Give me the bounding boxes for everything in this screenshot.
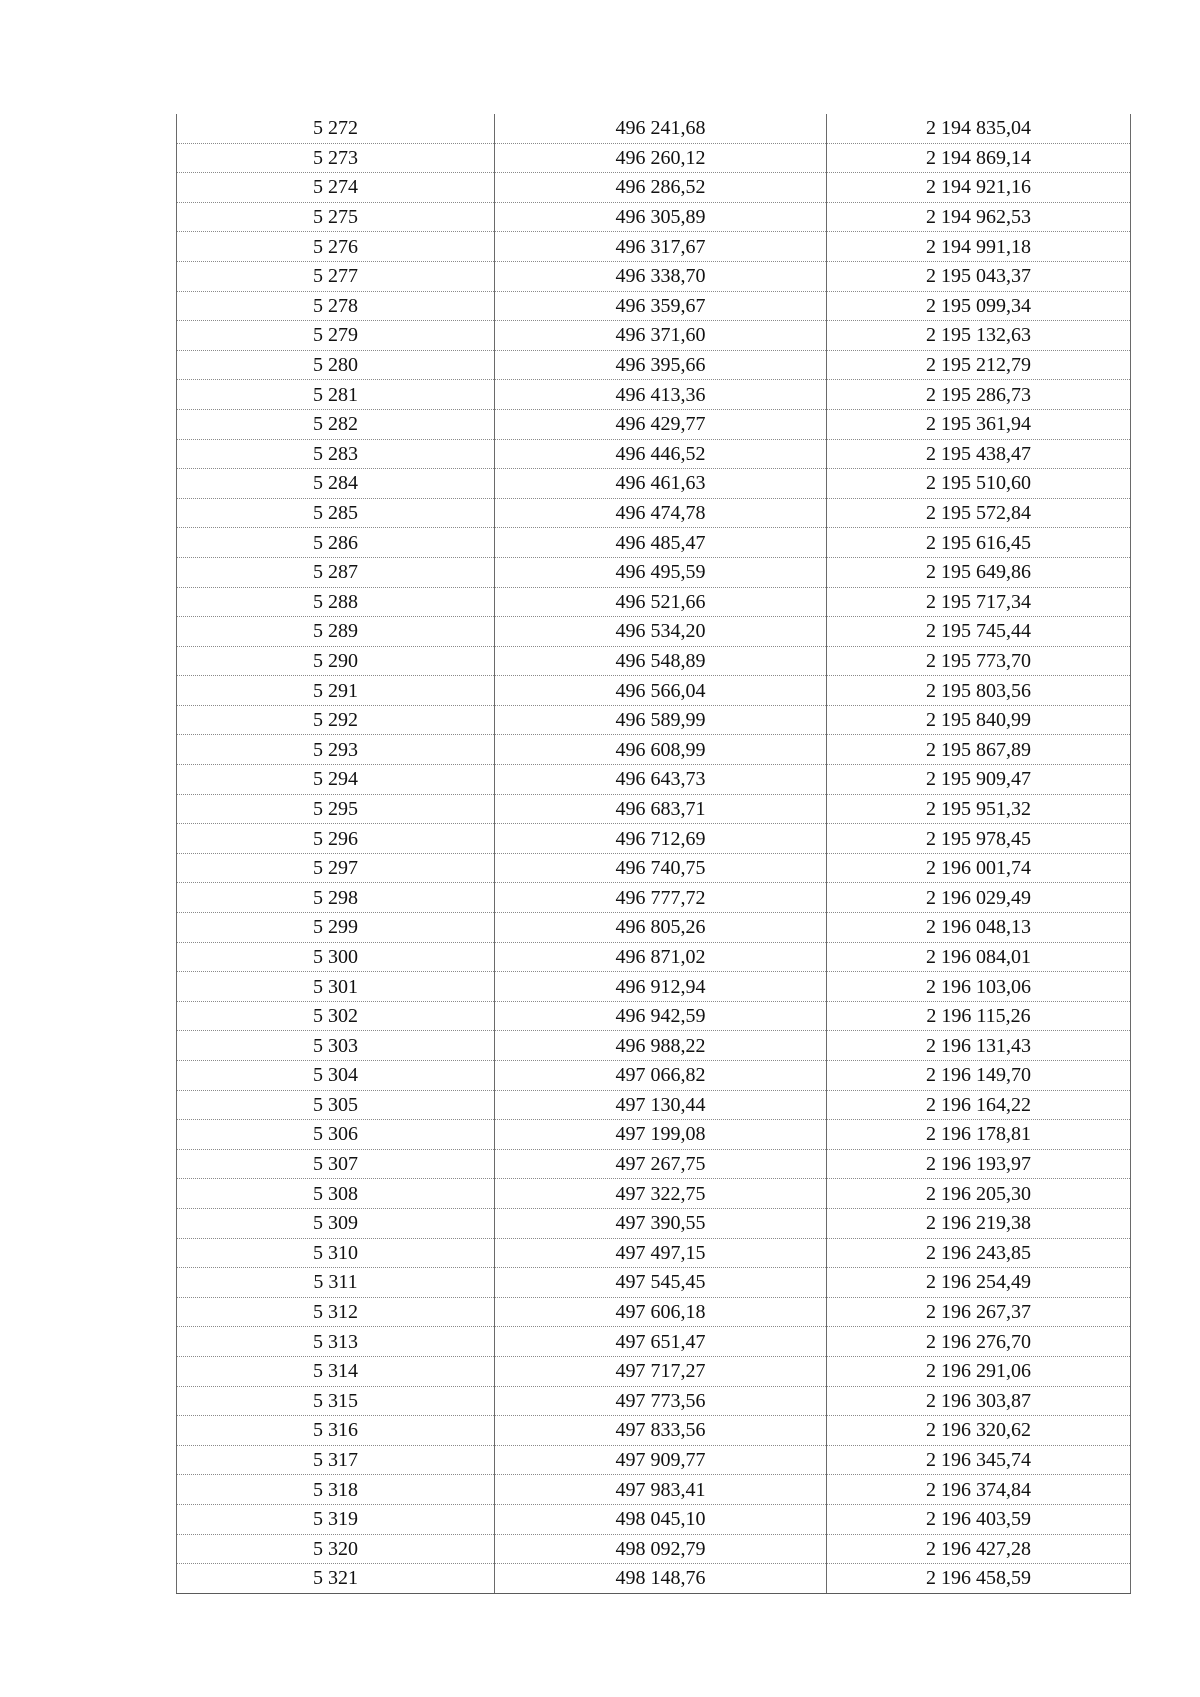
x-coordinate-cell: 496 305,89 bbox=[495, 202, 827, 232]
table-row bbox=[177, 1386, 1131, 1416]
y-coordinate-cell: 2 196 115,26 bbox=[827, 1001, 1131, 1031]
y-coordinate-cell: 2 195 286,73 bbox=[827, 380, 1131, 410]
x-coordinate-cell: 496 988,22 bbox=[495, 1031, 827, 1061]
point-number-cell: 5 286 bbox=[177, 528, 495, 558]
table-row bbox=[177, 409, 1131, 439]
x-coordinate-cell: 497 773,56 bbox=[495, 1386, 827, 1416]
point-number-cell: 5 282 bbox=[177, 409, 495, 439]
y-coordinate-cell: 2 196 243,85 bbox=[827, 1238, 1131, 1268]
y-coordinate-cell: 2 196 164,22 bbox=[827, 1090, 1131, 1120]
y-coordinate-cell: 2 194 962,53 bbox=[827, 202, 1131, 232]
x-coordinate-cell: 496 485,47 bbox=[495, 528, 827, 558]
table-row bbox=[177, 232, 1131, 262]
point-number-cell: 5 314 bbox=[177, 1356, 495, 1386]
x-coordinate-cell: 496 429,77 bbox=[495, 409, 827, 439]
x-coordinate-cell: 496 413,36 bbox=[495, 380, 827, 410]
table-row bbox=[177, 1090, 1131, 1120]
x-coordinate-cell: 496 942,59 bbox=[495, 1001, 827, 1031]
y-coordinate-cell: 2 196 458,59 bbox=[827, 1564, 1131, 1594]
x-coordinate-cell: 497 199,08 bbox=[495, 1120, 827, 1150]
y-coordinate-cell: 2 195 649,86 bbox=[827, 557, 1131, 587]
y-coordinate-cell: 2 196 345,74 bbox=[827, 1445, 1131, 1475]
table-row bbox=[177, 1208, 1131, 1238]
point-number-cell: 5 310 bbox=[177, 1238, 495, 1268]
point-number-cell: 5 284 bbox=[177, 469, 495, 499]
point-number-cell: 5 291 bbox=[177, 676, 495, 706]
x-coordinate-cell: 496 912,94 bbox=[495, 972, 827, 1002]
table-row bbox=[177, 765, 1131, 795]
table-row bbox=[177, 469, 1131, 499]
point-number-cell: 5 275 bbox=[177, 202, 495, 232]
coordinates-table-body bbox=[177, 114, 1131, 1593]
x-coordinate-cell: 496 683,71 bbox=[495, 794, 827, 824]
point-number-cell: 5 292 bbox=[177, 705, 495, 735]
x-coordinate-cell: 498 148,76 bbox=[495, 1564, 827, 1594]
table-row bbox=[177, 380, 1131, 410]
point-number-cell: 5 294 bbox=[177, 765, 495, 795]
point-number-cell: 5 308 bbox=[177, 1179, 495, 1209]
y-coordinate-cell: 2 196 374,84 bbox=[827, 1475, 1131, 1505]
point-number-cell: 5 319 bbox=[177, 1504, 495, 1534]
y-coordinate-cell: 2 196 403,59 bbox=[827, 1504, 1131, 1534]
y-coordinate-cell: 2 195 212,79 bbox=[827, 350, 1131, 380]
y-coordinate-cell: 2 196 276,70 bbox=[827, 1327, 1131, 1357]
point-number-cell: 5 309 bbox=[177, 1208, 495, 1238]
y-coordinate-cell: 2 196 219,38 bbox=[827, 1208, 1131, 1238]
x-coordinate-cell: 496 317,67 bbox=[495, 232, 827, 262]
table-row bbox=[177, 1327, 1131, 1357]
point-number-cell: 5 289 bbox=[177, 617, 495, 647]
table-row bbox=[177, 1504, 1131, 1534]
x-coordinate-cell: 496 446,52 bbox=[495, 439, 827, 469]
point-number-cell: 5 285 bbox=[177, 498, 495, 528]
y-coordinate-cell: 2 195 773,70 bbox=[827, 646, 1131, 676]
x-coordinate-cell: 497 322,75 bbox=[495, 1179, 827, 1209]
table-row bbox=[177, 1149, 1131, 1179]
y-coordinate-cell: 2 196 131,43 bbox=[827, 1031, 1131, 1061]
y-coordinate-cell: 2 195 043,37 bbox=[827, 261, 1131, 291]
table-row bbox=[177, 972, 1131, 1002]
y-coordinate-cell: 2 195 840,99 bbox=[827, 705, 1131, 735]
table-row bbox=[177, 498, 1131, 528]
table-row bbox=[177, 942, 1131, 972]
table-row bbox=[177, 1061, 1131, 1091]
table-row bbox=[177, 617, 1131, 647]
table-row bbox=[177, 705, 1131, 735]
point-number-cell: 5 320 bbox=[177, 1534, 495, 1564]
y-coordinate-cell: 2 195 510,60 bbox=[827, 469, 1131, 499]
point-number-cell: 5 297 bbox=[177, 853, 495, 883]
x-coordinate-cell: 497 267,75 bbox=[495, 1149, 827, 1179]
x-coordinate-cell: 496 712,69 bbox=[495, 824, 827, 854]
y-coordinate-cell: 2 196 103,06 bbox=[827, 972, 1131, 1002]
x-coordinate-cell: 497 497,15 bbox=[495, 1238, 827, 1268]
point-number-cell: 5 274 bbox=[177, 173, 495, 203]
y-coordinate-cell: 2 195 616,45 bbox=[827, 528, 1131, 558]
point-number-cell: 5 312 bbox=[177, 1297, 495, 1327]
y-coordinate-cell: 2 195 438,47 bbox=[827, 439, 1131, 469]
x-coordinate-cell: 496 805,26 bbox=[495, 913, 827, 943]
table-row bbox=[177, 202, 1131, 232]
point-number-cell: 5 313 bbox=[177, 1327, 495, 1357]
point-number-cell: 5 288 bbox=[177, 587, 495, 617]
point-number-cell: 5 299 bbox=[177, 913, 495, 943]
table-row bbox=[177, 1416, 1131, 1446]
table-row bbox=[177, 1475, 1131, 1505]
point-number-cell: 5 278 bbox=[177, 291, 495, 321]
table-row bbox=[177, 913, 1131, 943]
x-coordinate-cell: 496 338,70 bbox=[495, 261, 827, 291]
point-number-cell: 5 296 bbox=[177, 824, 495, 854]
y-coordinate-cell: 2 195 978,45 bbox=[827, 824, 1131, 854]
point-number-cell: 5 279 bbox=[177, 321, 495, 351]
y-coordinate-cell: 2 196 029,49 bbox=[827, 883, 1131, 913]
table-row bbox=[177, 1031, 1131, 1061]
y-coordinate-cell: 2 195 572,84 bbox=[827, 498, 1131, 528]
point-number-cell: 5 283 bbox=[177, 439, 495, 469]
table-row bbox=[177, 528, 1131, 558]
table-row bbox=[177, 173, 1131, 203]
y-coordinate-cell: 2 196 084,01 bbox=[827, 942, 1131, 972]
point-number-cell: 5 301 bbox=[177, 972, 495, 1002]
x-coordinate-cell: 496 777,72 bbox=[495, 883, 827, 913]
y-coordinate-cell: 2 196 320,62 bbox=[827, 1416, 1131, 1446]
table-row bbox=[177, 1564, 1131, 1594]
point-number-cell: 5 276 bbox=[177, 232, 495, 262]
x-coordinate-cell: 496 474,78 bbox=[495, 498, 827, 528]
coordinates-table bbox=[176, 114, 1131, 1594]
point-number-cell: 5 303 bbox=[177, 1031, 495, 1061]
point-number-cell: 5 290 bbox=[177, 646, 495, 676]
table-row bbox=[177, 824, 1131, 854]
table-row bbox=[177, 1179, 1131, 1209]
x-coordinate-cell: 496 566,04 bbox=[495, 676, 827, 706]
x-coordinate-cell: 496 461,63 bbox=[495, 469, 827, 499]
x-coordinate-cell: 497 066,82 bbox=[495, 1061, 827, 1091]
table-row bbox=[177, 439, 1131, 469]
point-number-cell: 5 307 bbox=[177, 1149, 495, 1179]
y-coordinate-cell: 2 195 099,34 bbox=[827, 291, 1131, 321]
y-coordinate-cell: 2 196 048,13 bbox=[827, 913, 1131, 943]
x-coordinate-cell: 496 643,73 bbox=[495, 765, 827, 795]
y-coordinate-cell: 2 196 001,74 bbox=[827, 853, 1131, 883]
table-row bbox=[177, 853, 1131, 883]
y-coordinate-cell: 2 194 991,18 bbox=[827, 232, 1131, 262]
y-coordinate-cell: 2 195 951,32 bbox=[827, 794, 1131, 824]
point-number-cell: 5 305 bbox=[177, 1090, 495, 1120]
x-coordinate-cell: 497 909,77 bbox=[495, 1445, 827, 1475]
y-coordinate-cell: 2 196 303,87 bbox=[827, 1386, 1131, 1416]
table-row bbox=[177, 1120, 1131, 1150]
table-row bbox=[177, 1001, 1131, 1031]
table-row bbox=[177, 1356, 1131, 1386]
x-coordinate-cell: 497 833,56 bbox=[495, 1416, 827, 1446]
table-row bbox=[177, 646, 1131, 676]
y-coordinate-cell: 2 196 427,28 bbox=[827, 1534, 1131, 1564]
y-coordinate-cell: 2 196 149,70 bbox=[827, 1061, 1131, 1091]
table-row bbox=[177, 261, 1131, 291]
table-row bbox=[177, 114, 1131, 143]
x-coordinate-cell: 496 495,59 bbox=[495, 557, 827, 587]
y-coordinate-cell: 2 194 869,14 bbox=[827, 143, 1131, 173]
point-number-cell: 5 321 bbox=[177, 1564, 495, 1594]
point-number-cell: 5 318 bbox=[177, 1475, 495, 1505]
table-row bbox=[177, 883, 1131, 913]
point-number-cell: 5 273 bbox=[177, 143, 495, 173]
y-coordinate-cell: 2 196 267,37 bbox=[827, 1297, 1131, 1327]
x-coordinate-cell: 496 286,52 bbox=[495, 173, 827, 203]
x-coordinate-cell: 497 545,45 bbox=[495, 1268, 827, 1298]
table-row bbox=[177, 321, 1131, 351]
x-coordinate-cell: 496 740,75 bbox=[495, 853, 827, 883]
point-number-cell: 5 316 bbox=[177, 1416, 495, 1446]
table-row bbox=[177, 676, 1131, 706]
x-coordinate-cell: 496 521,66 bbox=[495, 587, 827, 617]
point-number-cell: 5 317 bbox=[177, 1445, 495, 1475]
x-coordinate-cell: 496 371,60 bbox=[495, 321, 827, 351]
x-coordinate-cell: 497 606,18 bbox=[495, 1297, 827, 1327]
y-coordinate-cell: 2 195 909,47 bbox=[827, 765, 1131, 795]
y-coordinate-cell: 2 195 867,89 bbox=[827, 735, 1131, 765]
x-coordinate-cell: 496 589,99 bbox=[495, 705, 827, 735]
y-coordinate-cell: 2 196 178,81 bbox=[827, 1120, 1131, 1150]
point-number-cell: 5 298 bbox=[177, 883, 495, 913]
table-row bbox=[177, 735, 1131, 765]
x-coordinate-cell: 496 871,02 bbox=[495, 942, 827, 972]
x-coordinate-cell: 497 390,55 bbox=[495, 1208, 827, 1238]
y-coordinate-cell: 2 196 291,06 bbox=[827, 1356, 1131, 1386]
point-number-cell: 5 280 bbox=[177, 350, 495, 380]
table-row bbox=[177, 1445, 1131, 1475]
y-coordinate-cell: 2 195 132,63 bbox=[827, 321, 1131, 351]
point-number-cell: 5 277 bbox=[177, 261, 495, 291]
table-row bbox=[177, 587, 1131, 617]
point-number-cell: 5 295 bbox=[177, 794, 495, 824]
x-coordinate-cell: 498 045,10 bbox=[495, 1504, 827, 1534]
x-coordinate-cell: 496 608,99 bbox=[495, 735, 827, 765]
point-number-cell: 5 306 bbox=[177, 1120, 495, 1150]
y-coordinate-cell: 2 196 254,49 bbox=[827, 1268, 1131, 1298]
table-row bbox=[177, 1238, 1131, 1268]
y-coordinate-cell: 2 196 205,30 bbox=[827, 1179, 1131, 1209]
point-number-cell: 5 304 bbox=[177, 1061, 495, 1091]
y-coordinate-cell: 2 195 745,44 bbox=[827, 617, 1131, 647]
table-row bbox=[177, 291, 1131, 321]
y-coordinate-cell: 2 196 193,97 bbox=[827, 1149, 1131, 1179]
y-coordinate-cell: 2 195 361,94 bbox=[827, 409, 1131, 439]
point-number-cell: 5 281 bbox=[177, 380, 495, 410]
y-coordinate-cell: 2 194 835,04 bbox=[827, 114, 1131, 143]
point-number-cell: 5 300 bbox=[177, 942, 495, 972]
x-coordinate-cell: 496 260,12 bbox=[495, 143, 827, 173]
point-number-cell: 5 302 bbox=[177, 1001, 495, 1031]
table-row bbox=[177, 794, 1131, 824]
x-coordinate-cell: 496 395,66 bbox=[495, 350, 827, 380]
x-coordinate-cell: 498 092,79 bbox=[495, 1534, 827, 1564]
x-coordinate-cell: 497 717,27 bbox=[495, 1356, 827, 1386]
point-number-cell: 5 293 bbox=[177, 735, 495, 765]
table-row bbox=[177, 350, 1131, 380]
x-coordinate-cell: 496 534,20 bbox=[495, 617, 827, 647]
y-coordinate-cell: 2 195 717,34 bbox=[827, 587, 1131, 617]
y-coordinate-cell: 2 195 803,56 bbox=[827, 676, 1131, 706]
x-coordinate-cell: 496 359,67 bbox=[495, 291, 827, 321]
table-row bbox=[177, 143, 1131, 173]
x-coordinate-cell: 497 130,44 bbox=[495, 1090, 827, 1120]
table-row bbox=[177, 1297, 1131, 1327]
table-row bbox=[177, 1534, 1131, 1564]
point-number-cell: 5 315 bbox=[177, 1386, 495, 1416]
x-coordinate-cell: 496 548,89 bbox=[495, 646, 827, 676]
table-row bbox=[177, 557, 1131, 587]
y-coordinate-cell: 2 194 921,16 bbox=[827, 173, 1131, 203]
x-coordinate-cell: 496 241,68 bbox=[495, 114, 827, 143]
x-coordinate-cell: 497 651,47 bbox=[495, 1327, 827, 1357]
x-coordinate-cell: 497 983,41 bbox=[495, 1475, 827, 1505]
point-number-cell: 5 311 bbox=[177, 1268, 495, 1298]
point-number-cell: 5 287 bbox=[177, 557, 495, 587]
point-number-cell: 5 272 bbox=[177, 114, 495, 143]
table-row bbox=[177, 1268, 1131, 1298]
